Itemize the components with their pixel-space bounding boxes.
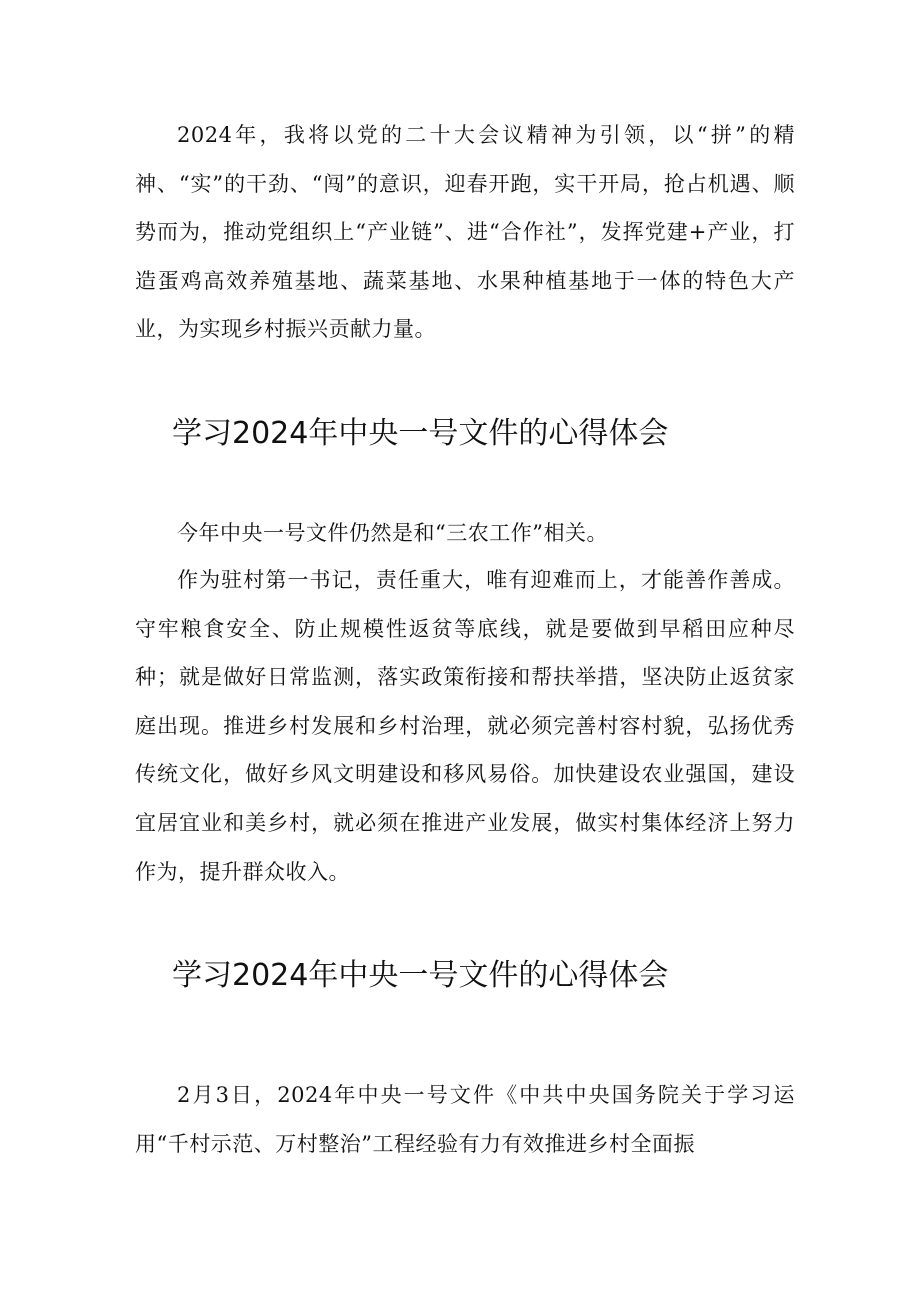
body-paragraph: 作为驻村第一书记，责任重大，唯有迎难而上，才能善作善成。守牢粮食安全、防止规模性返贫等底线，就是要做到早稻田应种尽种；就是做好日常监测，落实政策衔接和帮扶举措，坚决防止返贫家庭出现。推进乡村发展和乡村治理，就必须完善村容村貌，弘扬优秀传统文化，做好乡风文明建设和移风易俗。加快建设农业强国，建设宜居宜业和美乡村，就必须在推进产业发展，做实村集体经济上努力作为，提升群众收入。 <box>135 568 795 884</box>
body-paragraph: 今年中央一号文件仍然是和“三农工作”相关。 <box>177 521 608 545</box>
section-heading: 学习2024年中央一号文件的心得体会 <box>172 958 669 993</box>
body-paragraph: 2024年，我将以党的二十大会议精神为引领，以“拼”的精神、“实”的干劲、“闯”的意识，迎春开跑，实干开局，抢占机遇、顺势而为，推动党组织上“产业链”、进“合作社”，发挥党建+产业，打造蛋鸡高效养殖基地、蔬菜基地、水果种植基地于一体的特色大产业，为实现乡村振兴贡献力量。 <box>135 123 795 342</box>
section-heading: 学习2024年中央一号文件的心得体会 <box>172 416 669 451</box>
body-paragraph: 2月3日，2024年中央一号文件《中共中央国务院关于学习运用“千村示范、万村整治”工程经验有力有效推进乡村全面振 <box>135 1083 795 1156</box>
